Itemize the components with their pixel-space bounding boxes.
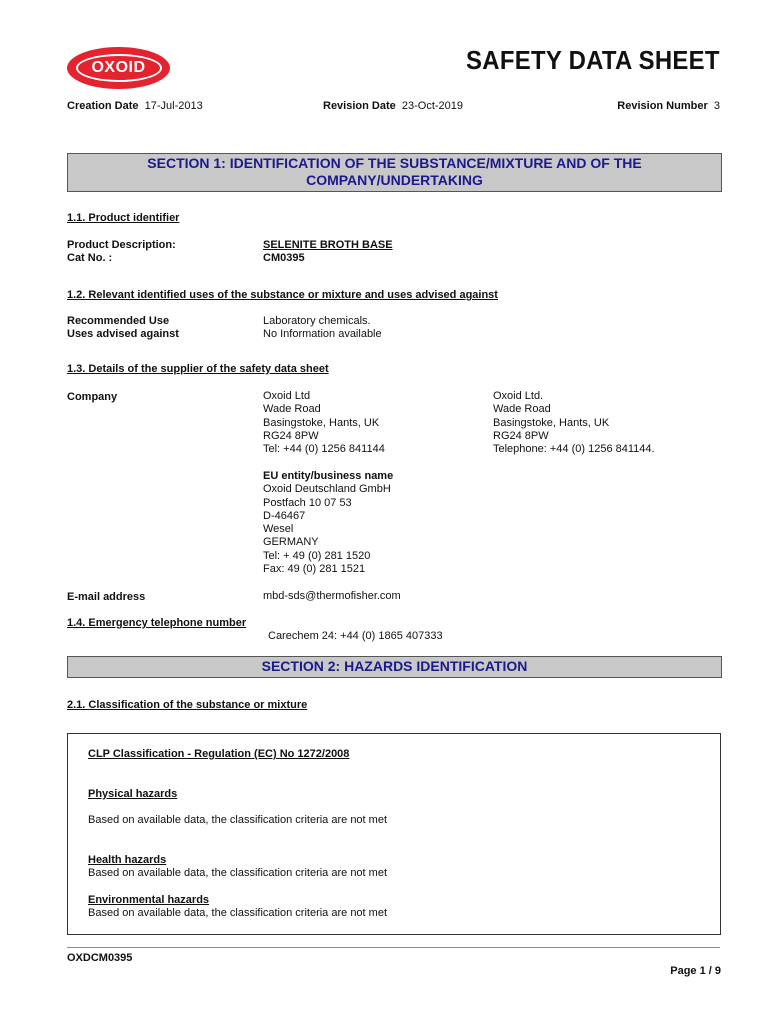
footer-document-code: OXDCM0395 xyxy=(67,952,133,964)
recommended-use-label: Recommended Use xyxy=(67,315,170,327)
document-title: SAFETY DATA SHEET xyxy=(466,45,720,75)
uses-advised-against-label: Uses advised against xyxy=(67,328,179,340)
revision-date-label: Revision Date xyxy=(323,100,396,112)
eu-entity-line: Fax: 49 (0) 281 1521 xyxy=(263,563,366,576)
subsection-1-4: 1.4. Emergency telephone number xyxy=(67,617,247,629)
revision-date-value: 23-Oct-2019 xyxy=(401,100,464,112)
section-2-title: SECTION 2: HAZARDS IDENTIFICATION xyxy=(261,658,528,674)
eu-entity-line: Postfach 10 07 53 xyxy=(263,496,352,509)
environmental-hazards-label: Environmental hazards xyxy=(88,894,210,906)
subsection-1-1: 1.1. Product identifier xyxy=(67,212,180,224)
subsection-1-2: 1.2. Relevant identified uses of the substance or mixture and uses advised against xyxy=(67,289,498,301)
address-line: Basingstoke, Hants, UK xyxy=(263,416,380,429)
address-line: Wade Road xyxy=(493,403,551,416)
address-line: RG24 8PW xyxy=(493,429,549,442)
company-label: Company xyxy=(67,391,118,403)
company-address-2 xyxy=(493,390,655,456)
product-description-label: Product Description: xyxy=(67,239,176,251)
clp-title: CLP Classification - Regulation (EC) No 1272/2008 xyxy=(88,748,350,760)
product-description-value: SELENITE BROTH BASE xyxy=(263,239,393,251)
creation-date-label: Creation Date xyxy=(67,100,139,112)
oxoid-logo xyxy=(67,47,170,89)
eu-entity-line: Tel: + 49 (0) 281 1520 xyxy=(263,549,371,562)
address-line: Telephone: +44 (0) 1256 841144. xyxy=(493,443,655,456)
physical-hazards-text: Based on available data, the classification criteria are not met xyxy=(88,814,387,826)
health-hazards-label: Health hazards xyxy=(88,854,167,866)
email-value: mbd-sds@thermofisher.com xyxy=(263,590,401,602)
revision-number-value: 3 xyxy=(713,100,720,112)
revision-number-label: Revision Number xyxy=(617,100,708,112)
creation-date xyxy=(67,100,203,112)
address-line: RG24 8PW xyxy=(263,429,319,442)
physical-hazards-label: Physical hazards xyxy=(88,788,178,800)
revision-number xyxy=(617,100,720,112)
eu-entity-line: D-46467 xyxy=(263,509,306,522)
revision-date xyxy=(323,100,463,112)
eu-entity-line: Oxoid Deutschland GmbH xyxy=(263,483,391,496)
footer-page-number: Page 1 / 9 xyxy=(670,965,721,977)
uses-advised-against-value: No Information available xyxy=(263,328,382,340)
cat-no-value: CM0395 xyxy=(263,252,305,264)
recommended-use-value: Laboratory chemicals. xyxy=(263,315,371,327)
logo-ring xyxy=(76,54,162,82)
email-label: E-mail address xyxy=(67,591,146,603)
eu-entity-line: GERMANY xyxy=(263,536,319,549)
health-hazards-text: Based on available data, the classification criteria are not met xyxy=(88,867,387,879)
company-address-1 xyxy=(263,390,385,456)
emergency-phone: Carechem 24: +44 (0) 1865 407333 xyxy=(268,630,443,642)
section-1-title-line2: COMPANY/UNDERTAKING xyxy=(306,172,483,188)
address-line: Basingstoke, Hants, UK xyxy=(493,416,610,429)
cat-no-label: Cat No. : xyxy=(67,252,113,264)
subsection-2-1: 2.1. Classification of the substance or mixture xyxy=(67,699,308,711)
address-line: Oxoid Ltd xyxy=(263,390,311,402)
section-2-header xyxy=(67,656,722,678)
section-1-header xyxy=(67,153,722,192)
address-line: Wade Road xyxy=(263,403,321,416)
creation-date-value: 17-Jul-2013 xyxy=(144,100,203,112)
section-1-title-line1: SECTION 1: IDENTIFICATION OF THE SUBSTANCE/MIXTURE AND OF THE xyxy=(147,155,642,171)
eu-entity-label: EU entity/business name xyxy=(263,470,394,482)
logo-text: OXOID xyxy=(91,59,146,76)
address-line: Tel: +44 (0) 1256 841144 xyxy=(263,443,385,456)
eu-entity-line: Wesel xyxy=(263,523,294,536)
address-line: Oxoid Ltd. xyxy=(493,390,544,402)
subsection-1-3: 1.3. Details of the supplier of the safety data sheet xyxy=(67,363,329,375)
environmental-hazards-text: Based on available data, the classification criteria are not met xyxy=(88,907,387,919)
footer-divider xyxy=(67,947,720,948)
eu-entity xyxy=(263,470,393,576)
